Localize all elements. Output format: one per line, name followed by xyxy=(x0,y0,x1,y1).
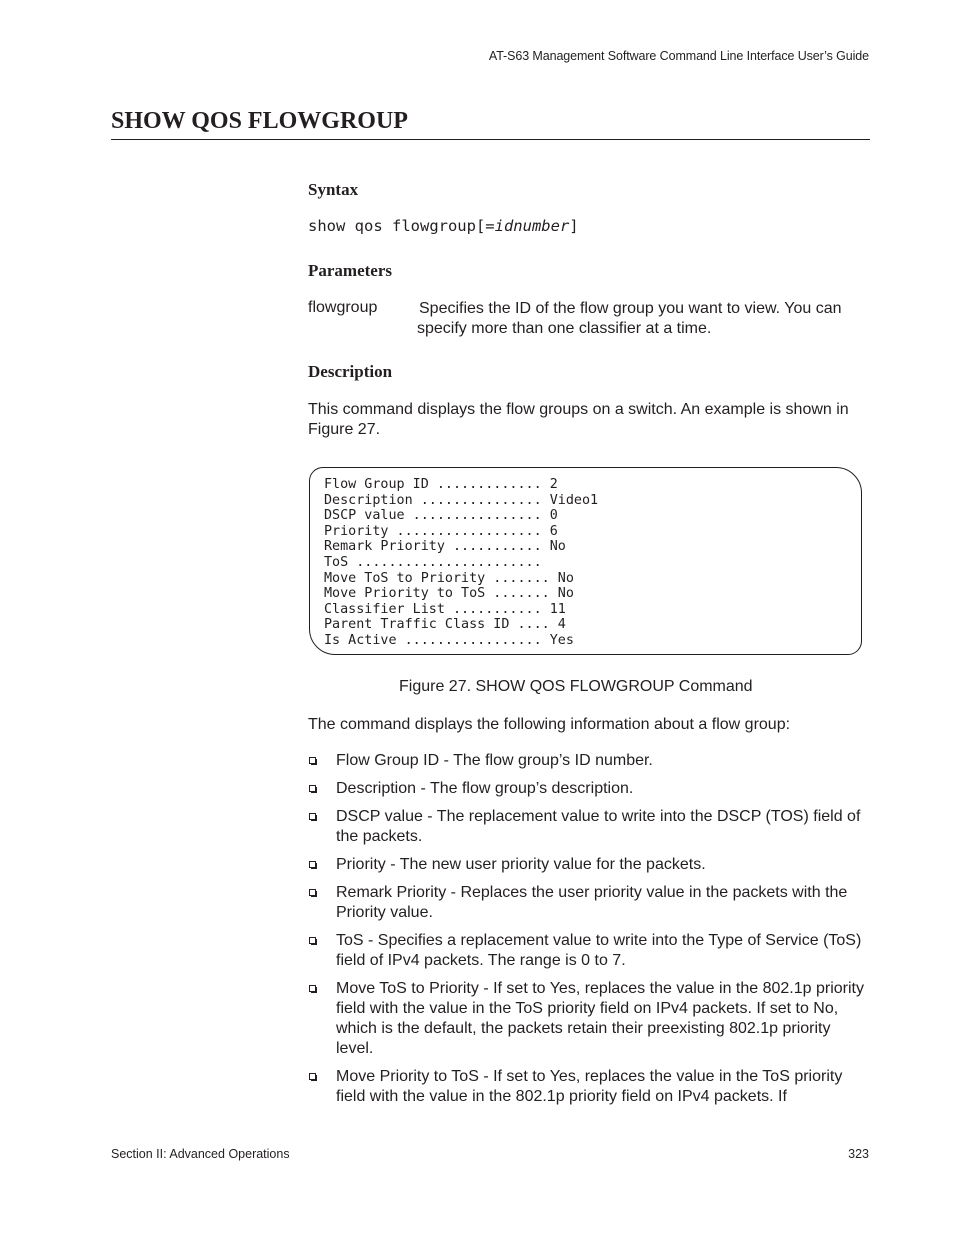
list-item xyxy=(308,751,870,771)
list-item-text: Description - The flow group’s description. xyxy=(336,780,634,797)
cli-output-figure xyxy=(309,467,862,655)
parameter-name: flowgroup xyxy=(308,299,378,316)
list-item xyxy=(308,931,870,971)
intro-paragraph xyxy=(308,715,870,735)
footer-section: Section II: Advanced Operations xyxy=(111,1147,290,1161)
syntax-heading: Syntax xyxy=(308,180,359,199)
cli-line: Is Active ................. Yes xyxy=(324,632,574,648)
description-heading: Description xyxy=(308,362,393,381)
field-list xyxy=(308,751,870,1115)
checkbox-bullet-icon xyxy=(309,1073,316,1080)
checkbox-bullet-icon xyxy=(309,861,316,868)
cli-line: Flow Group ID ............. 2 xyxy=(324,477,558,492)
cli-line: Priority .................. 6 xyxy=(324,523,558,539)
list-item xyxy=(308,1067,870,1107)
cli-line: Move ToS to Priority ....... No xyxy=(324,570,574,586)
list-item-text: Flow Group ID - The flow group’s ID number. xyxy=(336,752,653,769)
list-item-text: Priority - The new user priority value for the packets. xyxy=(336,856,706,873)
list-item xyxy=(308,883,870,923)
checkbox-bullet-icon xyxy=(309,757,316,764)
cli-line: Remark Priority ........... No xyxy=(324,539,566,555)
description-text: This command displays the flow groups on a switch. An example is shown in Figure 27. xyxy=(308,401,849,438)
list-item-text: Remark Priority - Replaces the user priority value in the packets with the Priority value. xyxy=(336,884,848,921)
checkbox-bullet-icon xyxy=(309,813,316,820)
syntax-closing: ] xyxy=(569,217,579,235)
list-item-text: DSCP value - The replacement value to write into the DSCP (TOS) field of the packets. xyxy=(336,808,861,845)
cli-line: DSCP value ................ 0 xyxy=(324,508,558,524)
list-item-text: Move ToS to Priority - If set to Yes, replaces the value in the 802.1p priority field with the value in the ToS priority field on IPv4 packets. If set to No, which is the default, the packets retain their preexisting 802.1p priority level. xyxy=(336,980,864,1057)
list-item xyxy=(308,979,870,1059)
list-item xyxy=(308,779,870,799)
cli-output xyxy=(324,477,598,649)
list-item xyxy=(308,807,870,847)
list-item-text: Move Priority to ToS - If set to Yes, replaces the value in the ToS priority field with the value in the 802.1p priority field on IPv4 packets. If xyxy=(336,1068,843,1105)
syntax-section xyxy=(308,180,870,200)
list-item-text: ToS - Specifies a replacement value to write into the Type of Service (ToS) field of IPv4 packets. The range is 0 to 7. xyxy=(336,932,862,969)
list-item xyxy=(308,855,870,875)
checkbox-bullet-icon xyxy=(309,785,316,792)
running-header: AT-S63 Management Software Command Line Interface User’s Guide xyxy=(488,49,869,63)
syntax-command-text: show qos flowgroup[= xyxy=(308,217,495,235)
checkbox-bullet-icon xyxy=(309,937,316,944)
cli-line: Classifier List ........... 11 xyxy=(324,601,566,617)
page-number: 323 xyxy=(848,1147,869,1161)
figure-caption: Figure 27. SHOW QOS FLOWGROUP Command xyxy=(399,678,753,695)
checkbox-bullet-icon xyxy=(309,889,316,896)
cli-line: ToS ....................... xyxy=(324,554,542,570)
description-section xyxy=(308,362,870,382)
intro-text: The command displays the following information about a flow group: xyxy=(308,716,791,733)
cli-line: Move Priority to ToS ....... No xyxy=(324,586,574,602)
cli-line: Description ............... Video1 xyxy=(324,492,599,508)
page-title: SHOW QOS FLOWGROUP xyxy=(111,108,408,134)
parameter-description: Specifies the ID of the flow group you want to view. You can specify more than one classifier at a time. xyxy=(417,300,842,337)
checkbox-bullet-icon xyxy=(309,985,316,992)
syntax-command xyxy=(308,217,870,235)
cli-line: Parent Traffic Class ID .... 4 xyxy=(324,617,566,633)
syntax-argument: idnumber xyxy=(494,217,570,235)
parameters-section xyxy=(308,261,870,281)
parameter-row xyxy=(308,299,870,341)
title-rule xyxy=(111,139,870,140)
description-body xyxy=(308,400,870,440)
parameters-heading: Parameters xyxy=(308,261,393,280)
